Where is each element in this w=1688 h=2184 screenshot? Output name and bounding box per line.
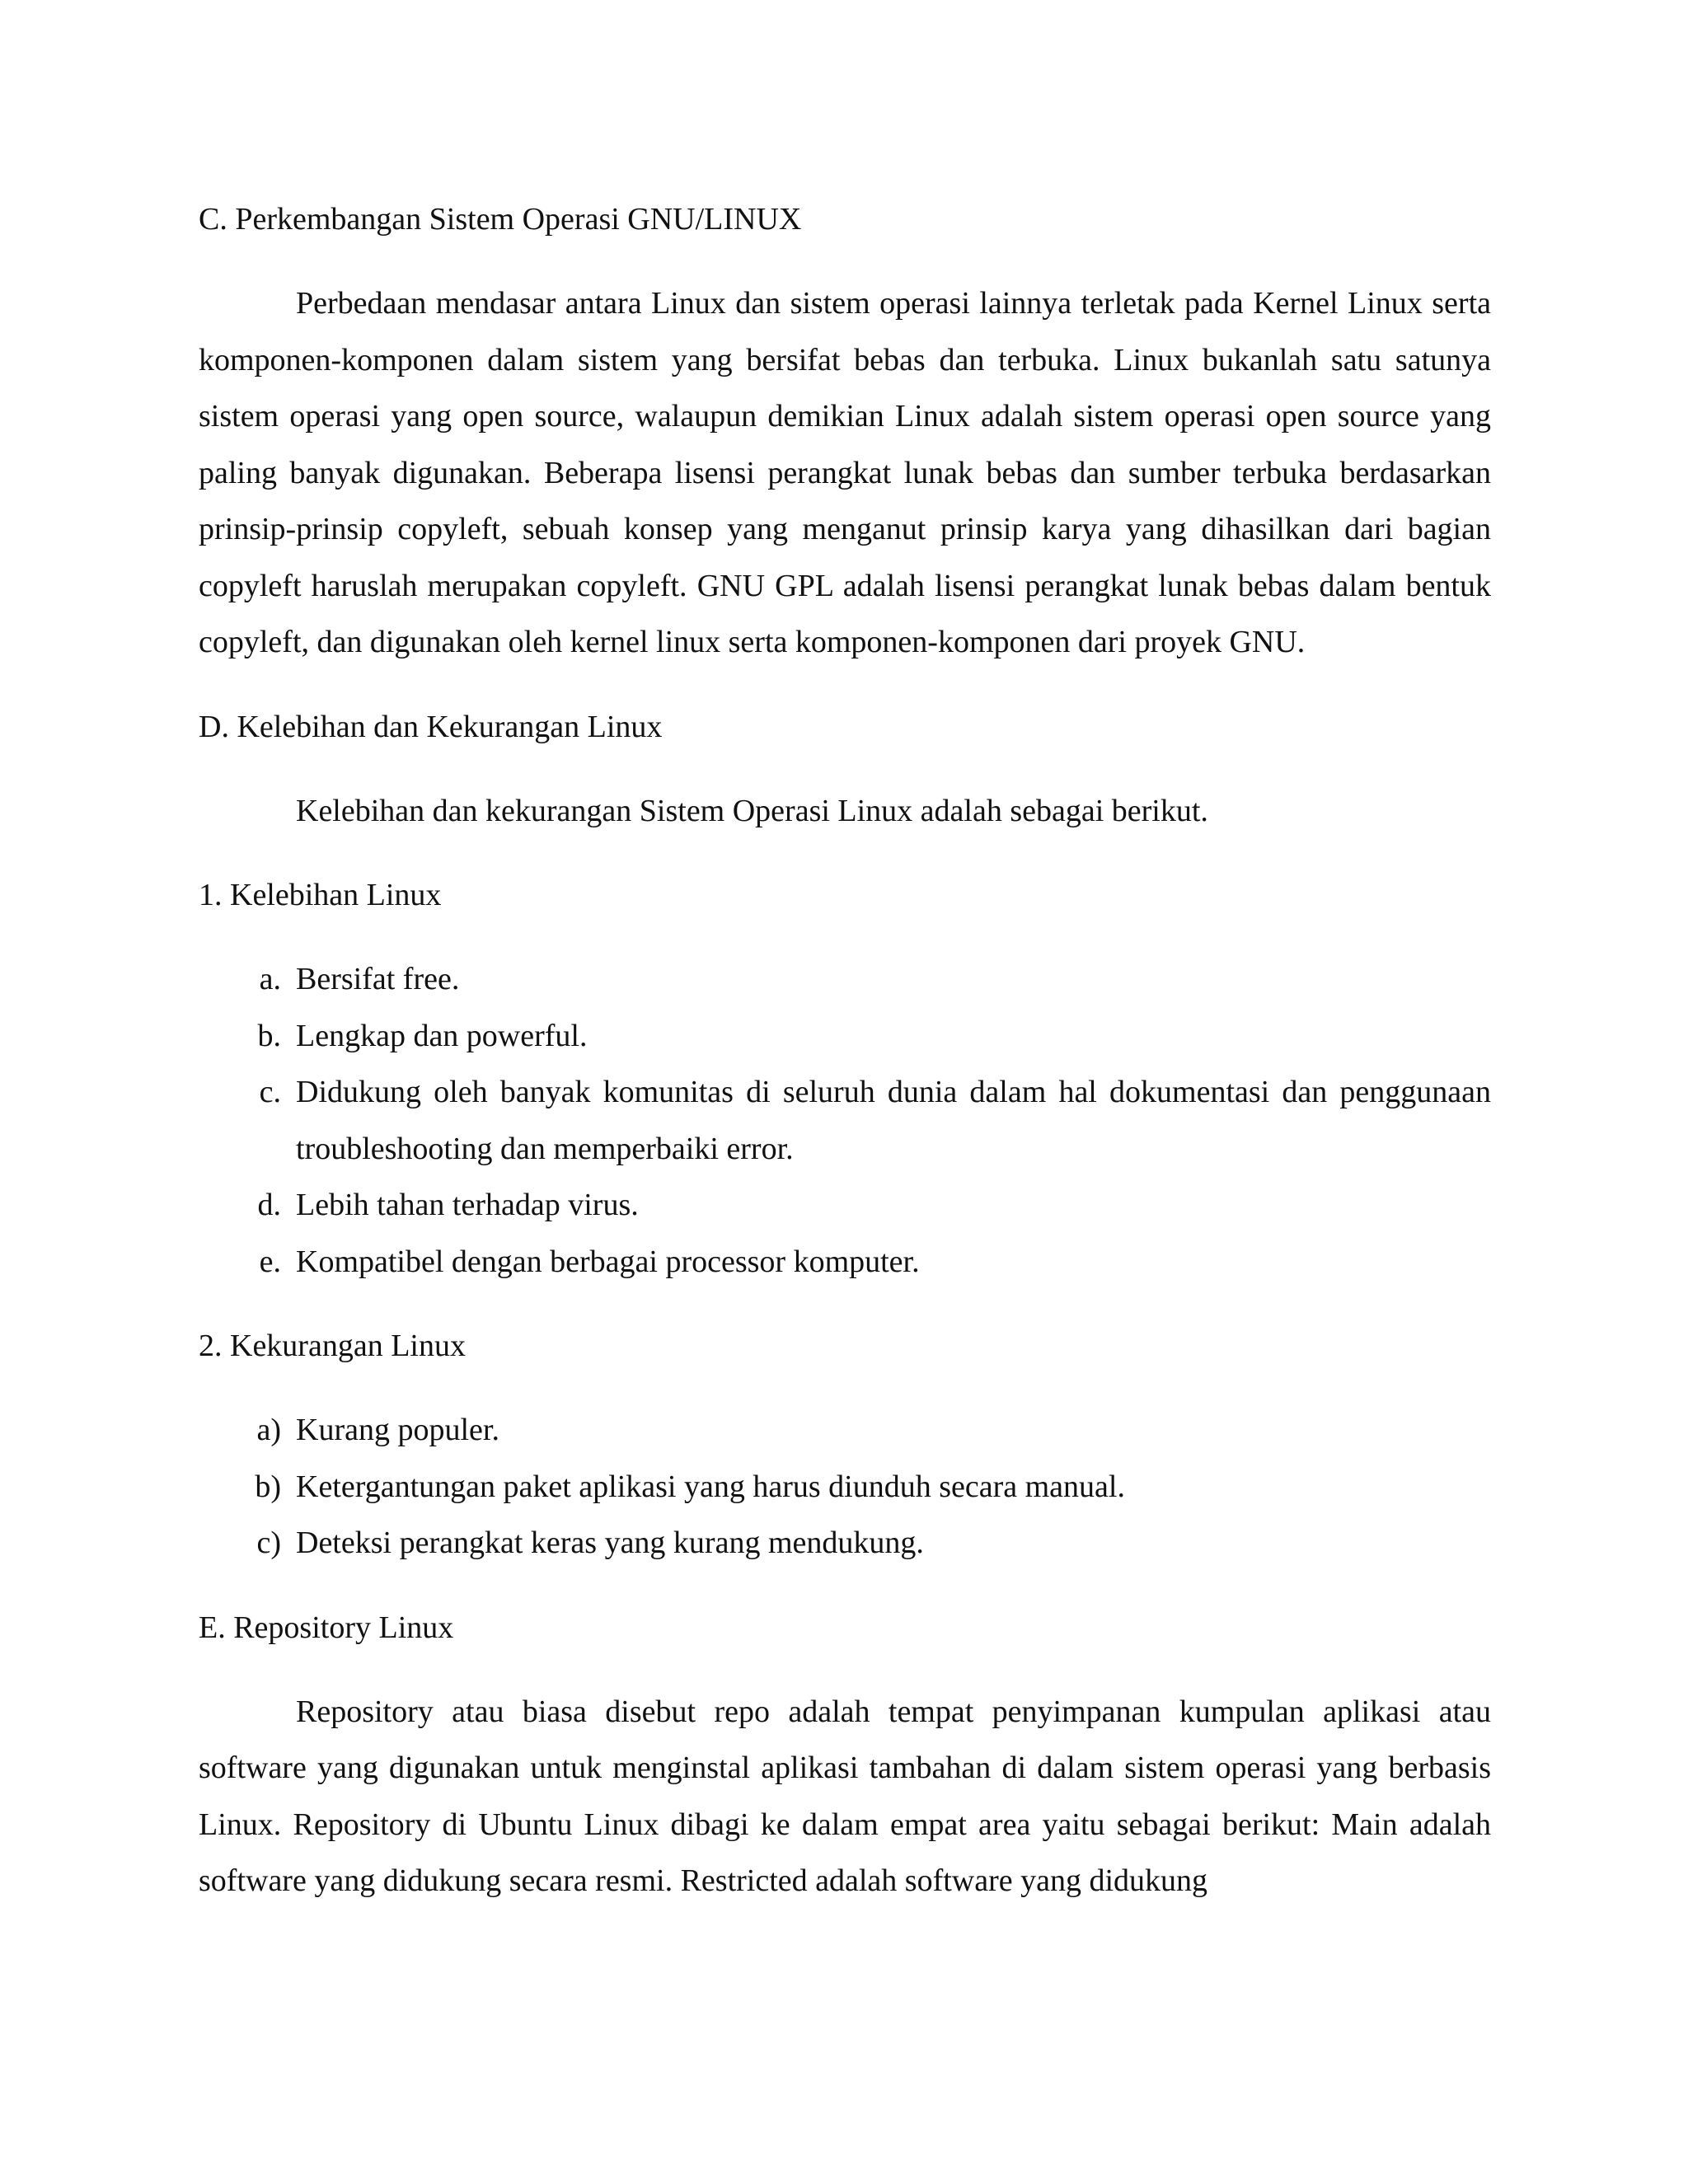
list-marker: d. <box>257 1188 281 1222</box>
list-marker: c. <box>259 1075 281 1109</box>
list-item <box>199 1515 1491 1572</box>
list-item <box>199 951 1491 1008</box>
list-item-text: Deteksi perangkat keras yang kurang mendukung. <box>296 1526 924 1560</box>
advantages-list <box>199 951 1491 1290</box>
disadvantages-heading: 2. Kekurangan Linux <box>199 1329 466 1363</box>
list-item-text: Bersifat free. <box>296 962 460 996</box>
list-item <box>199 1008 1491 1065</box>
list-item <box>199 1177 1491 1234</box>
section-e-paragraph: Repository atau biasa disebut repo adalah tempat penyimpanan kumpulan aplikasi atau software yang digunakan untuk menginstal aplikasi tambahan di dalam sistem operasi yang berbasis Linux. Repository di Ubuntu Linux dibagi ke dalam empat area yaitu sebagai berikut: Main adalah software yang didukung secara resmi. Restricted adalah software yang didukung <box>199 1694 1491 1898</box>
list-item-text: Lebih tahan terhadap virus. <box>296 1188 639 1222</box>
document-page <box>199 191 1491 1938</box>
section-d-heading: D. Kelebihan dan Kekurangan Linux <box>199 709 663 744</box>
section-e-heading: E. Repository Linux <box>199 1610 454 1645</box>
disadvantages-list <box>199 1402 1491 1572</box>
list-item-text: Kurang populer. <box>296 1413 499 1447</box>
list-item-text: Ketergantungan paket aplikasi yang harus diunduh secara manual. <box>296 1469 1125 1504</box>
list-marker: e. <box>259 1244 281 1279</box>
list-item <box>199 1234 1491 1291</box>
list-item <box>199 1064 1491 1177</box>
section-c-paragraph: Perbedaan mendasar antara Linux dan sistem operasi lainnya terletak pada Kernel Linux serta komponen-komponen dalam sistem yang bersifat bebas dan terbuka. Linux bukanlah satu satunya sistem operasi yang open source, walaupun demikian Linux adalah sistem operasi open source yang paling banyak digunakan. Beberapa lisensi perangkat lunak bebas dan sumber terbuka berdasarkan prinsip-prinsip copyleft, sebuah konsep yang menganut prinsip karya yang dihasilkan dari bagian copyleft haruslah merupakan copyleft. GNU GPL adalah lisensi perangkat lunak bebas dalam bentuk copyleft, dan digunakan oleh kernel linux serta komponen-komponen dari proyek GNU. <box>199 286 1491 659</box>
advantages-heading: 1. Kelebihan Linux <box>199 878 442 912</box>
list-marker: b) <box>255 1469 281 1504</box>
list-item <box>199 1402 1491 1459</box>
list-item-text: Kompatibel dengan berbagai processor komputer. <box>296 1244 920 1279</box>
list-marker: a) <box>256 1413 281 1447</box>
section-c-heading: C. Perkembangan Sistem Operasi GNU/LINUX <box>199 202 802 237</box>
list-marker: c) <box>256 1526 281 1560</box>
list-item-text: Didukung oleh banyak komunitas di seluruh dunia dalam hal dokumentasi dan penggunaan troubleshooting dan memperbaiki error. <box>296 1075 1491 1166</box>
list-item-text: Lengkap dan powerful. <box>296 1018 588 1053</box>
section-d-intro: Kelebihan dan kekurangan Sistem Operasi Linux adalah sebagai berikut. <box>296 793 1208 828</box>
list-marker: b. <box>257 1018 281 1053</box>
list-marker: a. <box>259 962 281 996</box>
list-item <box>199 1459 1491 1516</box>
